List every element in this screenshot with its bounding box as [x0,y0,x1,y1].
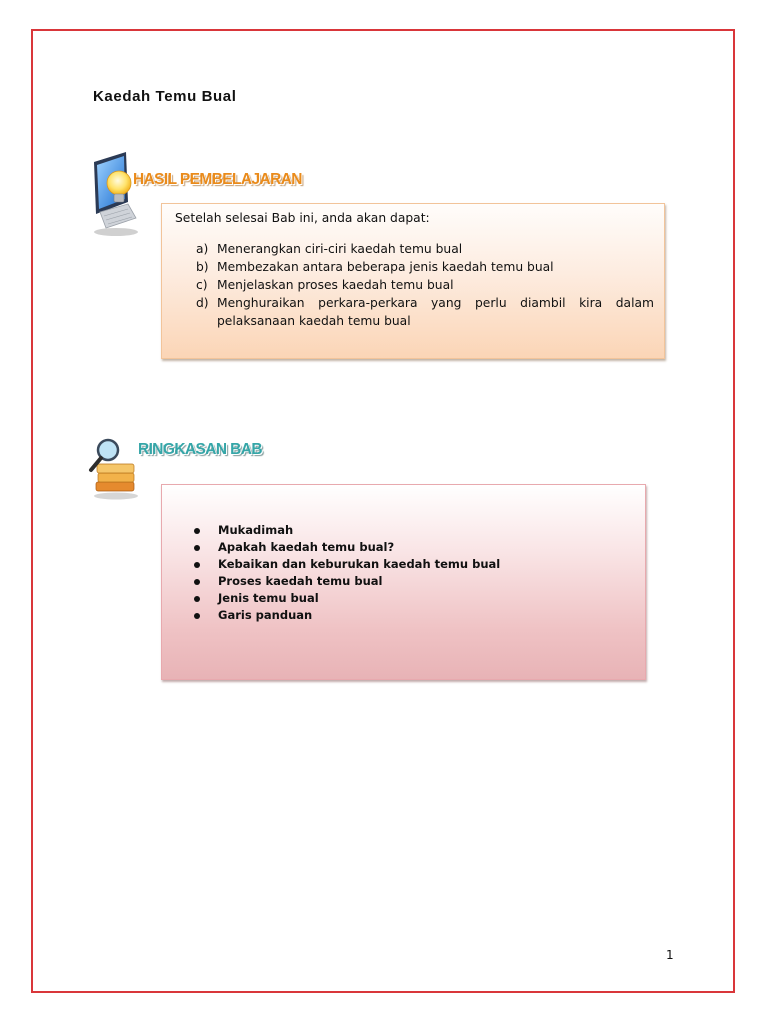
list-item [175,294,654,330]
list-item-text: Membezakan antara beberapa jenis kaedah temu bual [217,260,554,274]
list-item [194,556,645,573]
list-item-text: Mukadimah [218,523,294,537]
bullet-icon [194,579,200,585]
list-item-text: Kebaikan dan keburukan kaedah temu bual [218,557,501,571]
list-item-text: Proses kaedah temu bual [218,574,383,588]
learning-outcomes-heading: HASIL PEMBELAJARAN [133,171,302,188]
bullet-icon [194,528,200,534]
list-item [175,276,654,294]
list-item [194,539,645,556]
list-marker: d) [196,296,209,310]
list-item [194,573,645,590]
page-title: Kaedah Temu Bual [93,88,237,105]
list-item-text: Apakah kaedah temu bual? [218,540,395,554]
list-marker: c) [196,278,208,292]
chapter-summary-list [194,522,645,624]
list-item-text: Menghuraikan perkara-perkara yang perlu diambil kira dalam pelaksanaan kaedah temu bual [217,296,654,328]
list-item [175,258,654,276]
list-item-text: Garis panduan [218,608,313,622]
bullet-icon [194,545,200,551]
learning-outcomes-box [161,203,665,359]
learning-outcomes-list [175,240,654,330]
list-item [194,522,645,539]
lightbulb-monitor-icon [86,150,146,238]
bullet-icon [194,562,200,568]
bullet-icon [194,596,200,602]
bullet-icon [194,613,200,619]
list-item-text: Menerangkan ciri-ciri kaedah temu bual [217,242,463,256]
learning-outcomes-intro: Setelah selesai Bab ini, anda akan dapat: [175,211,430,225]
page-number: 1 [666,948,674,962]
list-item-text: Menjelaskan proses kaedah temu bual [217,278,454,292]
list-item-text: Jenis temu bual [218,591,319,605]
list-marker: b) [196,260,209,274]
chapter-summary-box [161,484,646,680]
list-marker: a) [196,242,209,256]
list-item [194,590,645,607]
books-magnifier-icon [88,436,144,500]
list-item [194,607,645,624]
list-item [175,240,654,258]
chapter-summary-heading: RINGKASAN BAB [138,441,262,458]
